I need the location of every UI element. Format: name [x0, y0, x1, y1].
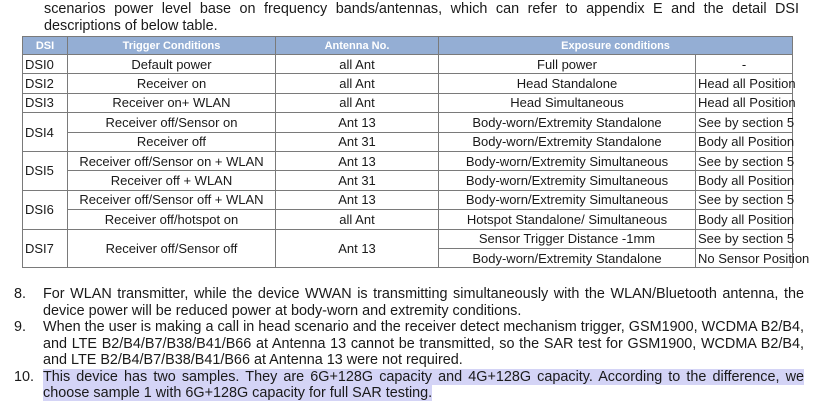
dsi-cell: DSI4	[23, 113, 68, 152]
header-antenna-no: Antenna No.	[276, 37, 439, 55]
antenna-cell: Ant 31	[276, 171, 439, 190]
dsi-cell: DSI6	[23, 190, 68, 229]
dsi-cell: DSI3	[23, 93, 68, 112]
trigger-cell: Receiver off/Sensor on	[68, 113, 276, 132]
position-cell: Body all Position	[696, 210, 793, 229]
dsi-table	[22, 36, 810, 268]
position-cell: -	[696, 55, 793, 74]
dsi-cell: DSI5	[23, 151, 68, 190]
table-row	[23, 74, 793, 93]
trigger-cell: Receiver on	[68, 74, 276, 93]
note-number: 9.	[14, 319, 27, 335]
table-row	[23, 229, 793, 248]
antenna-cell: Ant 13	[276, 229, 439, 268]
trigger-cell: Receiver off/Sensor off + WLAN	[68, 190, 276, 209]
antenna-cell: all Ant	[276, 93, 439, 112]
exposure-cell: Full power	[439, 55, 696, 74]
note-number: 8.	[14, 286, 27, 302]
notes-list	[14, 286, 804, 402]
note-text: For WLAN transmitter, while the device WWAN is transmitting simultaneously with the WLAN/Bluetooth antenna, the device power will be reduced power at body-worn and extremity conditions.	[43, 286, 804, 319]
exposure-cell: Body-worn/Extremity Simultaneous	[439, 151, 696, 170]
table-row	[23, 210, 793, 229]
exposure-cell: Hotspot Standalone/ Simultaneous	[439, 210, 696, 229]
header-dsi: DSI	[23, 37, 68, 55]
table-row	[23, 151, 793, 170]
dsi-cell: DSI0	[23, 55, 68, 74]
dsi-cell: DSI2	[23, 74, 68, 93]
position-cell: See by section 5	[696, 190, 793, 209]
note-item	[14, 369, 804, 402]
note-text: When the user is making a call in head scenario and the receiver detect mechanism trigger, GSM1900, WCDMA B2/B4, and LTE B2/B4/B7/B38/B41/B66 at Antenna 13 cannot be transmitted, so the SAR test for GSM1900, WCDMA B2/B4, and LTE B2/B4/B7/B38/B41/B66 at Antenna 13 were not required.	[43, 319, 804, 368]
position-cell: See by section 5	[696, 113, 793, 132]
trigger-cell: Default power	[68, 55, 276, 74]
table-header-row	[23, 37, 793, 55]
note-item	[14, 286, 804, 319]
position-cell: Body all Position	[696, 132, 793, 151]
trigger-cell: Receiver on+ WLAN	[68, 93, 276, 112]
table-row	[23, 93, 793, 112]
note-item	[14, 319, 804, 369]
exposure-cell: Body-worn/Extremity Simultaneous	[439, 171, 696, 190]
dsi-cell: DSI7	[23, 229, 68, 268]
trigger-cell: Receiver off + WLAN	[68, 171, 276, 190]
trigger-cell: Receiver off/Sensor off	[68, 229, 276, 268]
exposure-cell: Body-worn/Extremity Standalone	[439, 113, 696, 132]
note-number: 10.	[14, 368, 35, 385]
position-cell: Head all Position	[696, 74, 793, 93]
exposure-cell: Body-worn/Extremity Standalone	[439, 248, 696, 267]
intro-paragraph: scenarios power level base on frequency bands/antennas, which can refer to appendix E and the detail DSI descriptions of below table.	[44, 1, 799, 34]
exposure-cell: Body-worn/Extremity Standalone	[439, 132, 696, 151]
antenna-cell: Ant 13	[276, 151, 439, 170]
antenna-cell: Ant 31	[276, 132, 439, 151]
trigger-cell: Receiver off/hotspot on	[68, 210, 276, 229]
table-row	[23, 132, 793, 151]
position-cell: No Sensor Position	[696, 248, 793, 267]
antenna-cell: all Ant	[276, 210, 439, 229]
table-row	[23, 171, 793, 190]
exposure-cell: Body-worn/Extremity Simultaneous	[439, 190, 696, 209]
antenna-cell: all Ant	[276, 55, 439, 74]
trigger-cell: Receiver off/Sensor on + WLAN	[68, 151, 276, 170]
table-row	[23, 113, 793, 132]
exposure-cell: Head Standalone	[439, 74, 696, 93]
position-cell: See by section 5	[696, 229, 793, 248]
header-trigger-conditions: Trigger Conditions	[68, 37, 276, 55]
header-exposure-conditions: Exposure conditions	[439, 37, 793, 55]
position-cell: See by section 5	[696, 151, 793, 170]
antenna-cell: all Ant	[276, 74, 439, 93]
antenna-cell: Ant 13	[276, 190, 439, 209]
trigger-cell: Receiver off	[68, 132, 276, 151]
position-cell: Head all Position	[696, 93, 793, 112]
antenna-cell: Ant 13	[276, 113, 439, 132]
exposure-cell: Sensor Trigger Distance -1mm	[439, 229, 696, 248]
exposure-cell: Head Simultaneous	[439, 93, 696, 112]
table-row	[23, 55, 793, 74]
highlighted-note-text: This device has two samples. They are 6G+128G capacity and 4G+128G capacity. According to the difference, we choose sample 1 with 6G+128G capacity for full SAR testing.	[43, 368, 804, 401]
table-row	[23, 190, 793, 209]
position-cell: Body all Position	[696, 171, 793, 190]
